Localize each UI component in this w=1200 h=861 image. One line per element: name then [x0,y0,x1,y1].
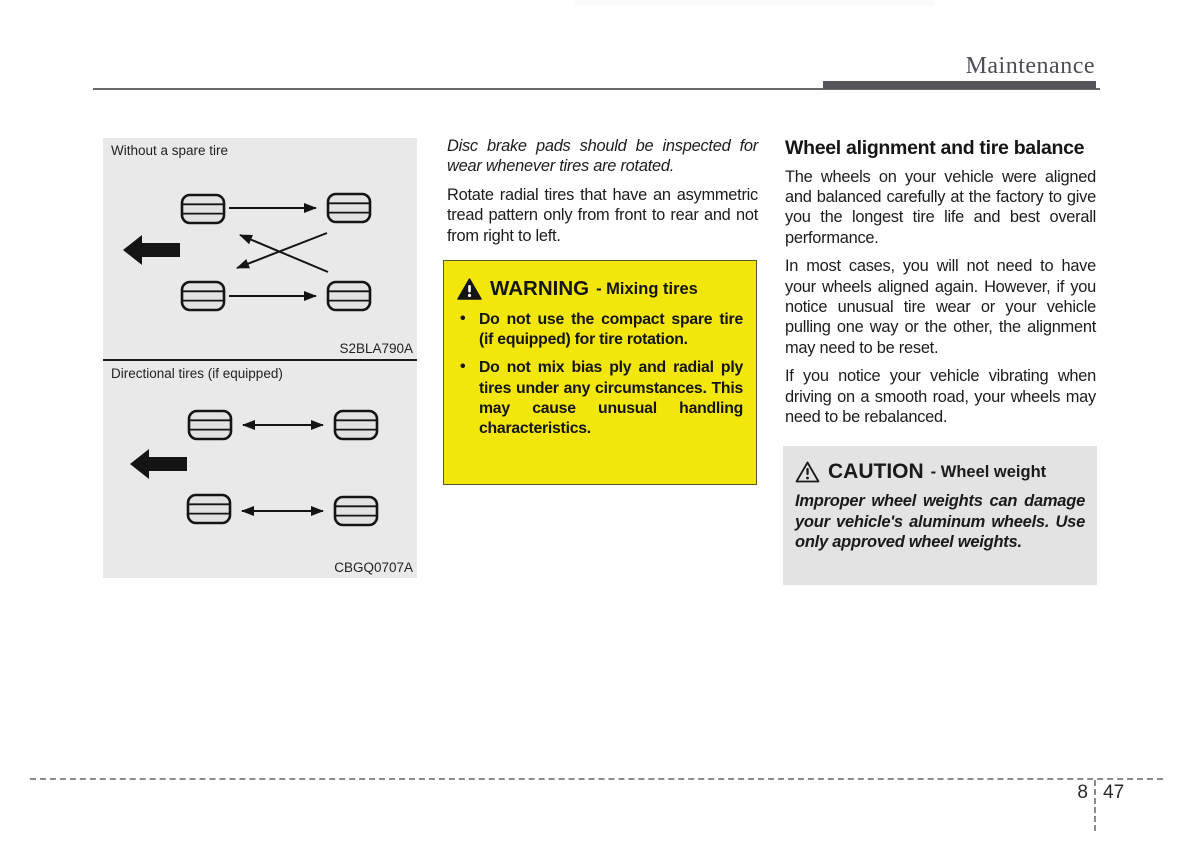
direction-arrow-icon [123,235,180,265]
figure-tire-rotation-no-spare [103,138,417,359]
tire-rotation-diagram [103,138,417,359]
figure-label: Without a spare tire [111,143,229,158]
tire-icon [189,411,231,439]
alignment-paragraph: The wheels on your vehicle were aligned and balanced carefully at the factory to give you the longest tire life and best overall performance. [785,167,1096,247]
figure-label: Directional tires (if equipped) [111,366,283,381]
rotation-arrow [240,235,328,272]
caution-body: Improper wheel weights can damage your vehicle's aluminum wheels. Use only approved wheel weights. [795,492,1085,552]
caution-triangle-icon [795,461,820,483]
caution-header [795,460,1085,484]
tire-icon [188,495,230,523]
caution-title: CAUTION [828,460,924,484]
tire-icon [328,194,370,222]
radial-tires-paragraph: Rotate radial tires that have an asymmetric tread pattern only from front to rear and not from right to left. [447,185,758,245]
right-column [785,138,1096,585]
footer-dashed-divider [1094,780,1096,831]
disc-brake-note: Disc brake pads should be inspected for wear whenever tires are rotated. [447,137,758,176]
directional-tires-diagram [103,361,417,578]
alignment-paragraph: If you notice your vehicle vibrating when driving on a smooth road, your wheels may need to be rebalanced. [785,367,1096,426]
tire-icon [182,282,224,310]
warning-header [457,277,743,301]
alignment-paragraph: In most cases, you will not need to have your wheels aligned again. However, if you notice unusual tire wear or your vehicle pulling one way or the other, the alignment may need to be reset. [785,257,1096,357]
warning-title: WARNING [490,277,590,301]
page-number: 47 [1103,782,1125,803]
warning-item-list [457,310,743,439]
caution-subtitle: - Wheel weight [930,462,1047,481]
header-accent-bar [823,81,1096,89]
middle-column [447,136,758,485]
tire-icon [328,282,370,310]
figure-directional-tires [103,361,417,578]
footer-dashed-rule [30,778,1163,780]
rotation-arrow [237,233,327,268]
figure-code: S2BLA790A [339,341,413,356]
direction-arrow-icon [130,449,187,479]
caution-box-wheel-weight [783,446,1097,585]
warning-item: • Do not use the compact spare tire (if equipped) for tire rotation. [457,310,743,350]
tire-icon [182,195,224,223]
warning-box-mixing-tires [443,260,757,485]
warning-triangle-icon [457,278,482,300]
figure-code: CBGQ0707A [334,560,413,575]
page-title: Maintenance [965,53,1095,79]
section-heading: Wheel alignment and tire balance [785,137,1085,159]
top-edge-artifact [575,0,935,6]
warning-item: • Do not mix bias ply and radial ply tires under any circumstances. This may cause unusual handling characteristics. [457,358,743,439]
tire-icon [335,411,377,439]
tire-icon [335,497,377,525]
chapter-number: 8 [1077,782,1088,803]
warning-subtitle: - Mixing tires [596,279,698,298]
